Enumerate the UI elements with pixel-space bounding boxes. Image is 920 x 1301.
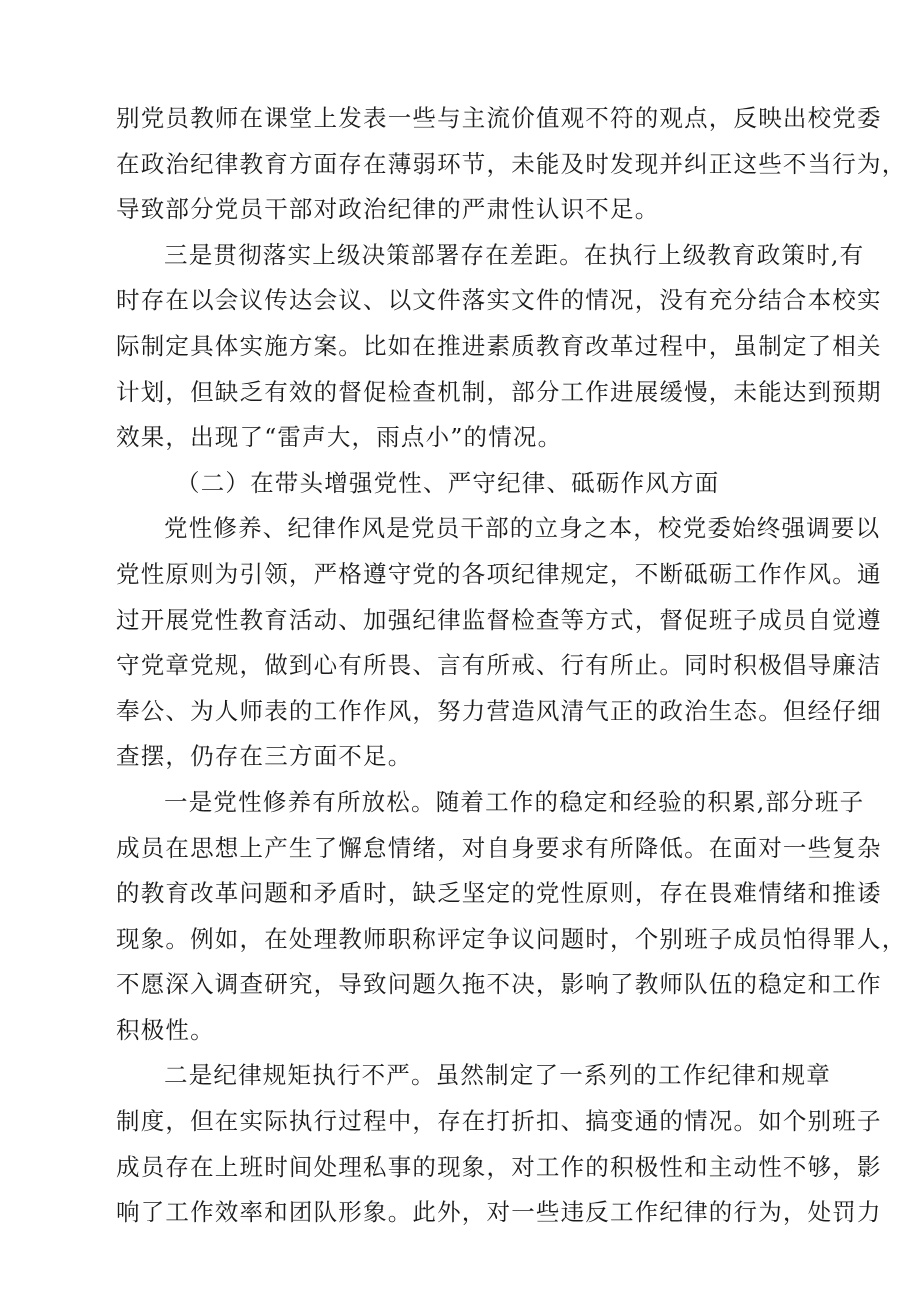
text-line: 响了工作效率和团队形象。此外，对一些违反工作纪律的行为，处罚力: [116, 1198, 882, 1227]
text-line: 积极性。: [116, 1015, 215, 1044]
text-line: 在政治纪律教育方面存在薄弱环节，未能及时发现并纠正这些不当行为，: [116, 149, 907, 178]
text-line: 成员在思想上产生了懈怠情绪，对自身要求有所降低。在面对一些复杂: [116, 833, 882, 862]
text-line: 守党章党规，做到心有所畏、言有所戒、行有所止。同时积极倡导廉洁: [116, 651, 882, 680]
text-line: 的教育改革问题和矛盾时，缺乏坚定的党性原则，存在畏难情绪和推诿: [116, 879, 882, 908]
paragraph-first-line: 一是党性修养有所放松。随着工作的稳定和经验的积累,部分班子: [164, 787, 865, 816]
text-line: 制度，但在实际执行过程中，存在打折扣、搞变通的情况。如个别班子: [116, 1107, 882, 1136]
text-line: 查摆，仍存在三方面不足。: [116, 742, 413, 771]
text-line: 别党员教师在课堂上发表一些与主流价值观不符的观点，反映出校党委: [116, 104, 882, 132]
document-body: [116, 96, 907, 1236]
paragraph-first-line: 三是贯彻落实上级决策部署存在差距。在执行上级教育政策时,有: [164, 240, 865, 269]
section-heading: （二）在带头增强党性、严守纪律、砥砺作风方面: [176, 468, 720, 497]
text-line: 不愿深入调查研究，导致问题久拖不决，影响了教师队伍的稳定和工作: [116, 970, 882, 999]
text-line: 党性原则为引领，严格遵守党的各项纪律规定，不断砥砺工作作风。通: [116, 559, 882, 588]
text-line: 成员存在上班时间处理私事的现象，对工作的积极性和主动性不够，影: [116, 1152, 882, 1181]
text-line: 时存在以会议传达会议、以文件落实文件的情况，没有充分结合本校实: [116, 286, 882, 315]
text-line: 计划，但缺乏有效的督促检查机制，部分工作进展缓慢，未能达到预期: [116, 377, 882, 406]
paragraph-first-line: 二是纪律规矩执行不严。虽然制定了一系列的工作纪律和规章: [164, 1061, 831, 1090]
text-line: 效果，出现了“雷声大，雨点小”的情况。: [116, 423, 563, 452]
text-line: 过开展党性教育活动、加强纪律监督检查等方式，督促班子成员自觉遵: [116, 605, 882, 634]
text-line: 导致部分党员干部对政治纪律的严肃性认识不足。: [116, 195, 660, 224]
text-line: 奉公、为人师表的工作作风，努力营造风清气正的政治生态。但经仔细: [116, 696, 882, 725]
text-line: 际制定具体实施方案。比如在推进素质教育改革过程中，虽制定了相关: [116, 331, 882, 360]
paragraph-first-line: 党性修养、纪律作风是党员干部的立身之本，校党委始终强调要以: [164, 514, 881, 543]
text-line: 现象。例如，在处理教师职称评定争议问题时，个别班子成员怕得罪人，: [116, 924, 907, 953]
